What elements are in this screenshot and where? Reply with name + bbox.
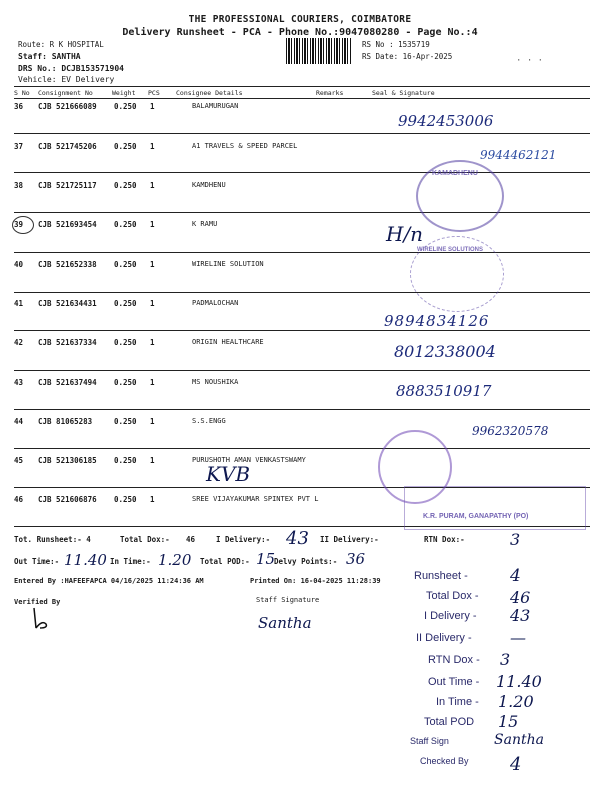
row-pcs: 1	[150, 495, 155, 504]
row-sno: 38	[14, 181, 24, 190]
row-consignment: CJB 521745206	[38, 142, 97, 151]
row-sno: 39	[14, 220, 24, 229]
row-consignee: K RAMU	[192, 220, 218, 228]
row-consignment: CJB 521637334	[38, 338, 97, 347]
summary-value: 4	[510, 754, 522, 775]
summary-label: RTN Dox -	[428, 654, 480, 666]
summary-label: Total Dox -	[426, 590, 479, 602]
row-rule	[14, 409, 590, 410]
signature-scribble-icon	[30, 606, 52, 632]
col-weight: Weight	[112, 89, 136, 97]
summary-label: Runsheet -	[414, 570, 468, 582]
row-weight: 0.250	[114, 456, 137, 465]
summary-value: 15	[498, 712, 519, 731]
row-sno: 44	[14, 417, 24, 426]
delvy-points-label: Delvy Points:-	[274, 557, 338, 566]
delvy-points-handwritten: 36	[346, 550, 366, 568]
barcode-image	[286, 38, 352, 64]
table-top-rule	[14, 86, 590, 87]
row-pcs: 1	[150, 338, 155, 347]
summary-label: I Delivery -	[424, 610, 477, 622]
row-consignment: CJB 521666089	[38, 102, 97, 111]
row-rule	[14, 448, 590, 449]
total-dox-value: 46	[186, 535, 196, 544]
company-stamp: KAMADHENU	[416, 160, 504, 232]
ii-delivery-label: II Delivery:-	[320, 535, 379, 544]
company-title: THE PROFESSIONAL COURIERS, COIMBATORE	[188, 14, 412, 25]
summary-value: —	[510, 628, 526, 647]
runsheet-subtitle: Delivery Runsheet - PCA - Phone No.:9047080280 - Page No.:4	[122, 27, 478, 38]
total-dox-label: Total Dox:-	[120, 535, 170, 544]
row-sno: 36	[14, 102, 24, 111]
i-delivery-handwritten: 43	[286, 528, 309, 549]
summary-value: 43	[510, 606, 531, 625]
verified-signature-mark	[30, 606, 52, 638]
row-consignee: S.S.ENGG	[192, 417, 226, 425]
summary-value: 46	[510, 588, 531, 607]
row-pcs: 1	[150, 142, 155, 151]
out-time-handwritten: 11.40	[64, 551, 107, 569]
summary-label: II Delivery -	[416, 632, 472, 644]
row-sno: 43	[14, 378, 24, 387]
total-pod-label: Total POD:-	[200, 557, 250, 566]
row-pcs: 1	[150, 299, 155, 308]
row-weight: 0.250	[114, 338, 137, 347]
company-stamp: K.R. PURAM, GANAPATHY (PO)	[404, 486, 586, 530]
staff-label: Staff: SANTHA	[18, 52, 81, 61]
row-pcs: 1	[150, 456, 155, 465]
rtn-dox-label: RTN Dox:-	[424, 535, 465, 544]
summary-label: In Time -	[436, 696, 479, 708]
summary-value: 4	[510, 566, 521, 586]
in-time-label: In Time:-	[110, 557, 151, 566]
handwritten-phone: 9944462121	[480, 148, 557, 162]
row-weight: 0.250	[114, 299, 137, 308]
col-consignee: Consignee Details	[176, 89, 243, 97]
row-sno: 45	[14, 456, 24, 465]
row-consignee: SREE VIJAYAKUMAR SPINTEX PVT L	[192, 495, 319, 503]
row-consignee: MS NOUSHIKA	[192, 378, 239, 386]
row-pcs: 1	[150, 102, 155, 111]
row-pcs: 1	[150, 220, 155, 229]
row-rule	[14, 292, 590, 293]
col-remarks: Remarks	[316, 89, 344, 97]
rs-number: RS No : 1535719	[362, 40, 430, 49]
printed-on: Printed On: 16-04-2025 11:28:39	[250, 577, 381, 585]
company-stamp: WIRELINE SOLUTIONS	[410, 236, 504, 312]
row-rule	[14, 330, 590, 331]
row-sno: 46	[14, 495, 24, 504]
row-consignee: A1 TRAVELS & SPEED PARCEL	[192, 142, 298, 150]
i-delivery-label: I Delivery:-	[216, 535, 271, 544]
total-pod-handwritten: 15	[256, 550, 276, 568]
row-consignee: WIRELINE SOLUTION	[192, 260, 264, 268]
row-weight: 0.250	[114, 378, 137, 387]
handwritten-mark: H/n	[386, 222, 424, 246]
row-consignment: CJB 521652338	[38, 260, 97, 269]
summary-value: 1.20	[498, 692, 534, 711]
in-time-handwritten: 1.20	[158, 551, 192, 569]
row-consignee: KAMDHENU	[192, 181, 226, 189]
row-rule	[14, 370, 590, 371]
row-consignment: CJB 521606876	[38, 495, 97, 504]
summary-label: Total POD	[424, 716, 475, 728]
row-consignee: PADMALOCHAN	[192, 299, 239, 307]
summary-value: Santha	[494, 732, 544, 748]
summary-label: Checked By	[420, 756, 469, 766]
row-consignee: ORIGIN HEALTHCARE	[192, 338, 264, 346]
handwritten-phone: 8012338004	[394, 342, 496, 361]
row-sno: 42	[14, 338, 24, 347]
handwritten-phone: 9962320578	[472, 424, 549, 438]
row-weight: 0.250	[114, 260, 137, 269]
row-weight: 0.250	[114, 181, 137, 190]
row-sno: 37	[14, 142, 24, 151]
summary-value: 3	[500, 650, 511, 669]
row-sno: 40	[14, 260, 24, 269]
handwritten-signature-phone: 9942453006	[398, 112, 494, 130]
handwritten-phone: 8883510917	[396, 382, 492, 400]
route-label: Route: R K HOSPITAL	[18, 40, 104, 49]
row-weight: 0.250	[114, 142, 137, 151]
row-rule	[14, 212, 590, 213]
row-consignment: CJB 521306185	[38, 456, 97, 465]
row-consignment: CJB 521634431	[38, 299, 97, 308]
row-weight: 0.250	[114, 417, 137, 426]
row-rule	[14, 252, 590, 253]
row-consignment: CJB 521637494	[38, 378, 97, 387]
staff-signature-label: Staff Signature	[256, 596, 320, 604]
row-consignment: CJB 521725117	[38, 181, 97, 190]
rtn-dox-handwritten: 3	[510, 530, 521, 549]
row-consignee: BALAMURUGAN	[192, 102, 239, 110]
tot-runsheet: Tot. Runsheet:- 4	[14, 535, 91, 544]
vehicle-label: Vehicle: EV Delivery	[18, 75, 115, 84]
handwritten-phone: 9894834126	[384, 312, 490, 330]
drs-number: DRS No.: DCJB153571904	[18, 64, 124, 73]
row-pcs: 1	[150, 260, 155, 269]
verified-by-label: Verified By	[14, 598, 61, 606]
table-header-rule	[14, 98, 590, 99]
row-consignment: CJB 521693454	[38, 220, 97, 229]
rs-date: RS Date: 16-Apr-2025	[362, 52, 453, 61]
summary-label: Out Time -	[428, 676, 480, 688]
row-rule	[14, 172, 590, 173]
pen-dots: · · ·	[516, 56, 544, 66]
row-weight: 0.250	[114, 495, 137, 504]
row-weight: 0.250	[114, 220, 137, 229]
handwritten-initials: KVB	[206, 462, 251, 486]
row-consignee: PURUSHOTH AMAN VENKASTSWAMY	[192, 456, 306, 464]
out-time-label: Out Time:-	[14, 557, 60, 566]
row-rule	[14, 133, 590, 134]
row-pcs: 1	[150, 417, 155, 426]
row-pcs: 1	[150, 378, 155, 387]
entered-by: Entered By :HAFEEFAPCA 04/16/2025 11:24:36 AM	[14, 577, 204, 585]
row-consignment: CJB 81065283	[38, 417, 93, 426]
summary-label: Staff Sign	[410, 736, 449, 746]
row-pcs: 1	[150, 181, 155, 190]
col-consignment: Consignment No	[38, 89, 93, 97]
summary-value: 11.40	[496, 672, 542, 691]
row-weight: 0.250	[114, 102, 137, 111]
col-seal-signature: Seal & Signature	[372, 89, 435, 97]
col-sno: S No	[14, 89, 30, 97]
staff-signature-handwritten: Santha	[258, 614, 312, 632]
row-sno: 41	[14, 299, 24, 308]
col-pcs: PCS	[148, 89, 160, 97]
